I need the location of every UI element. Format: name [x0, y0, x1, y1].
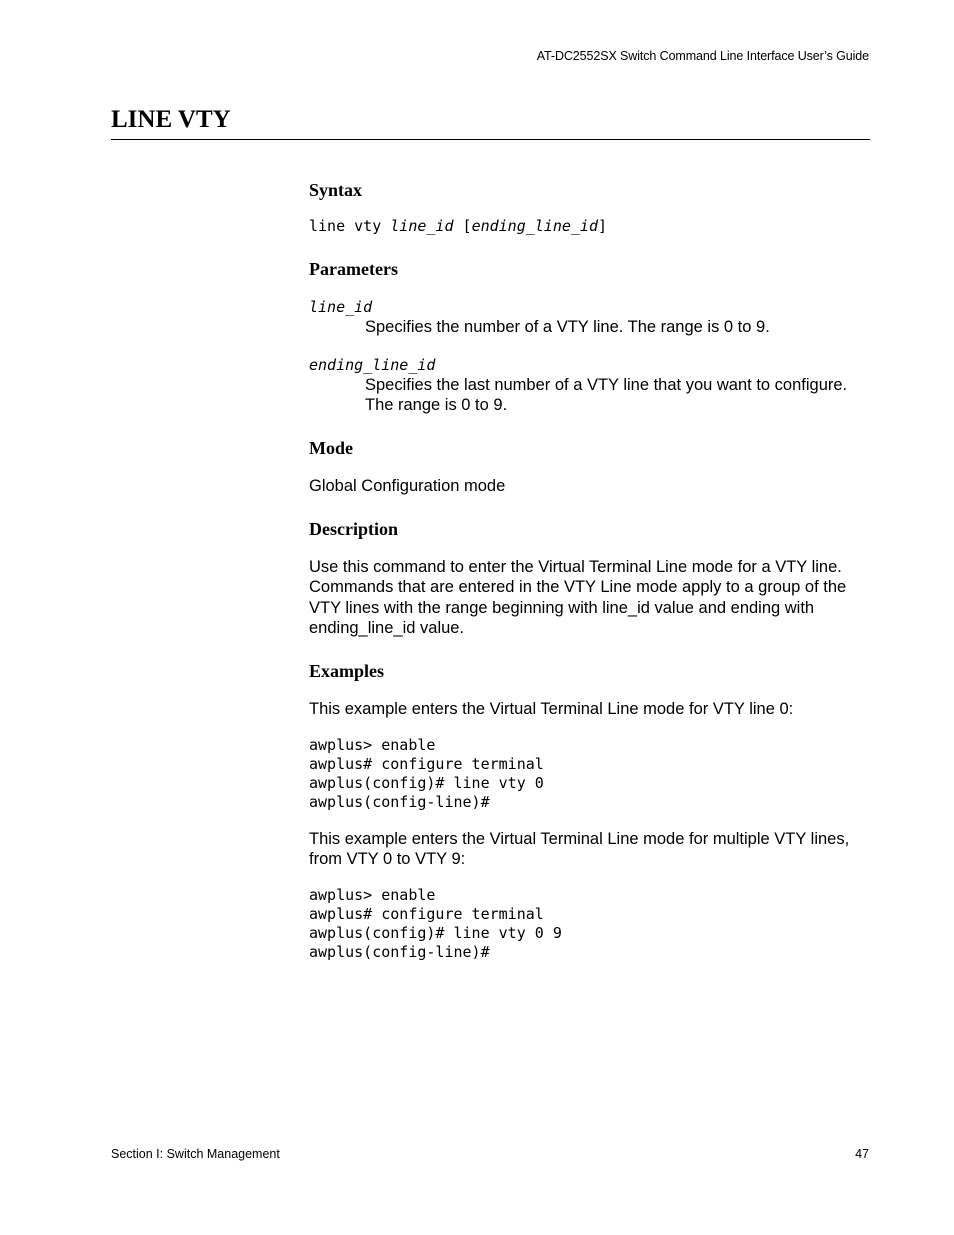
syntax-arg-line-id: line_id: [390, 217, 454, 235]
example2-code-block: [309, 886, 562, 962]
param-desc-ending-line-id: Specifies the last number of a VTY line that you want to configure. The range is 0 to 9.: [365, 376, 848, 415]
page-title: LINE VTY: [111, 106, 231, 133]
mode-text: Global Configuration mode: [309, 477, 506, 495]
code-line: awplus# configure terminal: [309, 755, 544, 773]
code-line: awplus> enable: [309, 886, 436, 904]
code-line: awplus(config)# line vty 0: [309, 774, 544, 792]
param-desc-line-id: Specifies the number of a VTY line. The range is 0 to 9.: [365, 318, 770, 336]
mode-heading: Mode: [309, 438, 353, 458]
code-line: awplus(config)# line vty 0 9: [309, 924, 562, 942]
syntax-bracket-open: [: [453, 217, 472, 235]
description-heading: Description: [309, 519, 398, 539]
param-name-ending-line-id: ending_line_id: [309, 356, 436, 374]
syntax-bracket-close: ]: [598, 217, 608, 235]
param-name-line-id: line_id: [309, 298, 373, 316]
example2-intro: This example enters the Virtual Terminal Line mode for multiple VTY lines, from VTY 0 to VTY 9:: [309, 830, 850, 869]
code-line: awplus# configure terminal: [309, 905, 544, 923]
running-header: AT-DC2552SX Switch Command Line Interface User’s Guide: [536, 49, 869, 63]
title-divider: [111, 139, 870, 140]
code-line: awplus(config-line)#: [309, 793, 490, 811]
syntax-arg-ending-line-id: ending_line_id: [471, 217, 598, 235]
example1-code-block: [309, 736, 544, 812]
syntax-command: [309, 217, 607, 236]
example1-intro: This example enters the Virtual Terminal Line mode for VTY line 0:: [309, 700, 794, 718]
footer-section: Section I: Switch Management: [111, 1147, 280, 1161]
description-text: Use this command to enter the Virtual Terminal Line mode for a VTY line. Commands that are entered in the VTY Line mode apply to a group of the VTY lines with the range beginning with line_id value and ending with ending_line_id value.: [309, 558, 847, 637]
syntax-heading: Syntax: [309, 180, 363, 200]
parameters-heading: Parameters: [309, 259, 398, 279]
code-line: awplus(config-line)#: [309, 943, 490, 961]
page-number: 47: [855, 1147, 869, 1161]
syntax-keyword: line vty: [309, 217, 391, 235]
examples-heading: Examples: [309, 661, 385, 681]
code-line: awplus> enable: [309, 736, 436, 754]
